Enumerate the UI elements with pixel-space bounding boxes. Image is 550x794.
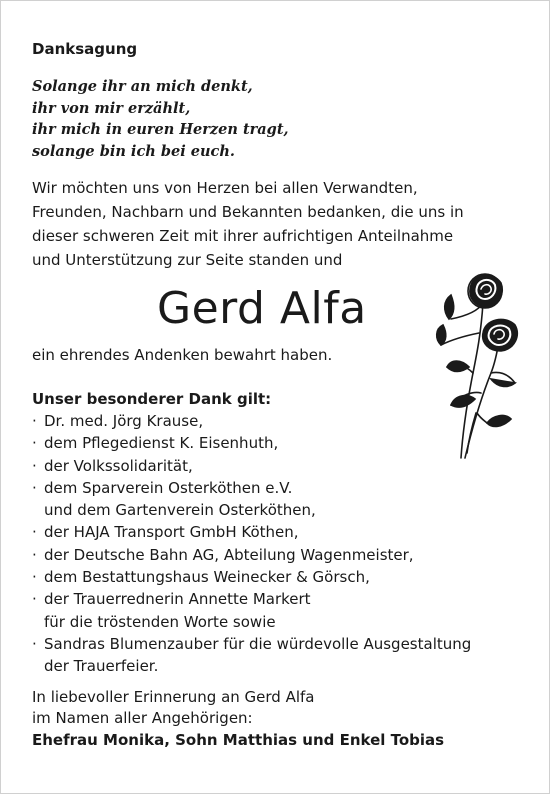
thanks-list-item	[32, 633, 471, 655]
thanks-list-item	[32, 455, 471, 477]
bullet-icon: ·	[32, 434, 37, 453]
thanks-list-text: Sandras Blumenzauber für die würdevolle Ausgestaltung	[44, 634, 472, 653]
closing-line: In liebevoller Erinnerung an Gerd Alfa	[32, 688, 315, 706]
poem-line: ihr mich in euren Herzen tragt,	[32, 121, 289, 138]
intro-paragraph	[32, 176, 464, 272]
poem-line: Solange ihr an mich denkt,	[32, 78, 253, 95]
closing-line: im Namen aller Angehörigen:	[32, 709, 253, 727]
thanks-list-text: der Trauerrednerin Annette Markert	[44, 590, 311, 609]
after-name-text: ein ehrendes Andenken bewahrt haben.	[32, 346, 333, 364]
intro-line: Freunden, Nachbarn und Bekannten bedanken, die uns in	[32, 203, 464, 221]
poem-line: ihr von mir erzählt,	[32, 99, 191, 117]
bullet-icon: ·	[32, 568, 37, 587]
thanks-list	[32, 410, 471, 678]
thanks-list-item-continuation	[32, 611, 471, 633]
thanks-list-item	[32, 432, 471, 454]
thanks-list-item	[32, 410, 471, 432]
bullet-icon: ·	[32, 412, 37, 430]
intro-line: dieser schweren Zeit mit ihrer aufrichtigen Anteilnahme	[32, 227, 454, 245]
thanks-list-text: dem Sparverein Osterköthen e.V.	[44, 478, 293, 497]
thanks-list-text: und dem Gartenverein Osterköthen,	[44, 501, 316, 520]
thanks-list-text: der Deutsche Bahn AG, Abteilung Wagenmeister,	[44, 545, 414, 564]
thanks-list-text: Dr. med. Jörg Krause,	[44, 412, 204, 430]
thanks-list-item-continuation	[32, 655, 471, 677]
thanks-list-text: der Trauerfeier.	[44, 657, 159, 676]
closing-text	[32, 687, 315, 729]
thanks-heading: Unser besonderer Dank gilt:	[32, 390, 272, 408]
deceased-name: Gerd Alfa	[157, 283, 367, 334]
intro-line: und Unterstützung zur Seite standen und	[32, 251, 343, 269]
thanks-list-item	[32, 477, 471, 499]
thanks-list-item	[32, 588, 471, 610]
thanks-list-text: der HAJA Transport GmbH Köthen,	[44, 523, 299, 542]
thanks-list-text: der Volkssolidarität,	[44, 456, 193, 475]
thanks-list-item	[32, 566, 471, 588]
thanks-list-text: dem Bestattungshaus Weinecker & Görsch,	[44, 568, 370, 587]
bullet-icon: ·	[32, 634, 37, 653]
signature: Ehefrau Monika, Sohn Matthias und Enkel Tobias	[32, 731, 445, 749]
thanks-list-item-continuation	[32, 499, 471, 521]
notice-heading: Danksagung	[32, 40, 138, 58]
poem-line: solange bin ich bei euch.	[32, 142, 235, 160]
bullet-icon: ·	[32, 456, 37, 475]
thanks-list-text: dem Pflegedienst K. Eisenhuth,	[44, 434, 279, 453]
bullet-icon: ·	[32, 545, 37, 564]
thanks-list-item	[32, 544, 471, 566]
bullet-icon: ·	[32, 523, 37, 542]
thanks-list-item	[32, 521, 471, 543]
thanks-list-text: für die tröstenden Worte sowie	[44, 612, 276, 631]
memorial-poem	[32, 76, 289, 162]
bullet-icon: ·	[32, 590, 37, 609]
intro-line: Wir möchten uns von Herzen bei allen Verwandten,	[32, 179, 418, 197]
bullet-icon: ·	[32, 478, 37, 497]
